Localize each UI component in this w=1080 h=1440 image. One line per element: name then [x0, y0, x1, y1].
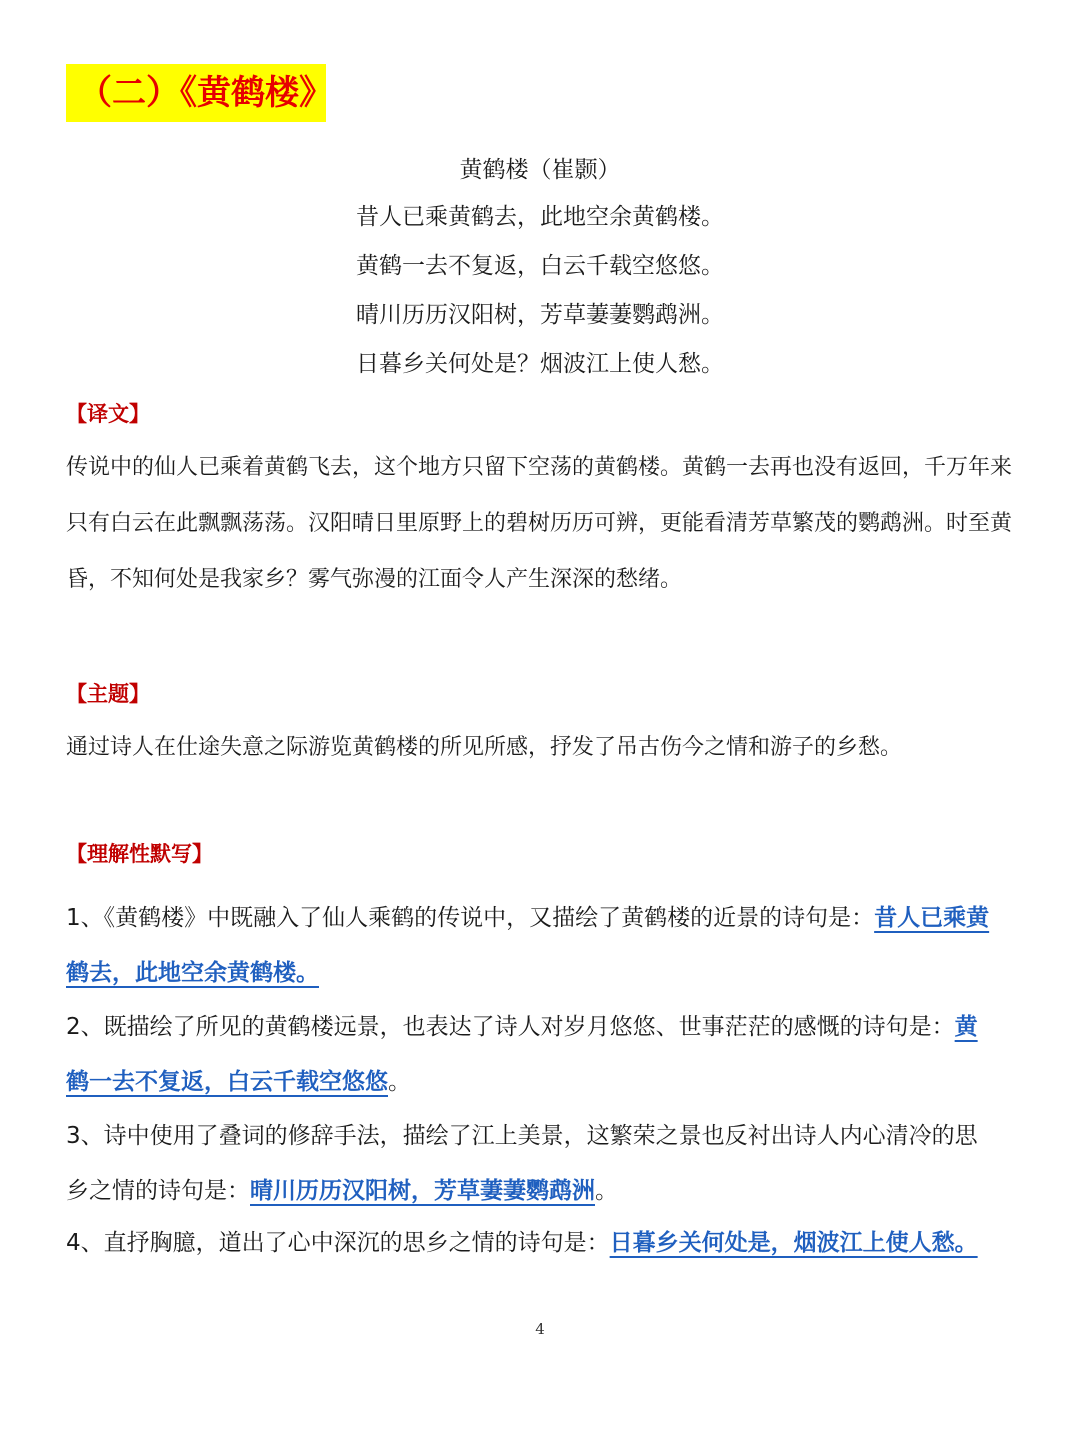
- poem-block: [0, 146, 1080, 386]
- poem-title: 黄鹤楼（崔颢）: [459, 157, 621, 183]
- page-number: 4: [535, 1320, 545, 1338]
- dictation-question: 3、诗中使用了叠词的修辞手法，描绘了江上美景，这繁荣之景也反衬出诗人内心清冷的思乡之情的诗句是：: [66, 1123, 978, 1204]
- dictation-question: 2、既描绘了所见的黄鹤楼远景，也表达了诗人对岁月悠悠、世事茫茫的感慨的诗句是：: [66, 1014, 955, 1040]
- dictation-question: 4、直抒胸臆，道出了心中深沉的思乡之情的诗句是：: [66, 1230, 610, 1256]
- dictation-answer: 黄鹤一去不复返，白云千载空悠悠: [66, 1014, 978, 1095]
- dictation-item: [66, 1000, 996, 1110]
- section-heading: （二）《黄鹤楼》: [66, 64, 326, 122]
- poem-line: 昔人已乘黄鹤去，此地空余黄鹤楼。: [356, 204, 724, 230]
- dictation-suffix: 。: [388, 1069, 411, 1095]
- poem-line: 晴川历历汉阳树，芳草萋萋鹦鹉洲。: [356, 302, 724, 328]
- translation-label: 【译文】: [66, 402, 150, 426]
- dictation-item: [66, 891, 996, 1001]
- poem-lines: [0, 193, 1080, 389]
- dictation-answer: 日暮乡关何处是，烟波江上使人愁。: [609, 1230, 978, 1256]
- dictation-item: [66, 1109, 996, 1219]
- poem-line: 日暮乡关何处是？烟波江上使人愁。: [356, 351, 724, 377]
- dictation-question: 1、《黄鹤楼》中既融入了仙人乘鹤的传说中，又描绘了黄鹤楼的近景的诗句是：: [66, 905, 875, 931]
- translation-text: 传说中的仙人已乘着黄鹤飞去，这个地方只留下空荡的黄鹤楼。黄鹤一去再也没有返回，千万年来只有白云在此飘飘荡荡。汉阳晴日里原野上的碧树历历可辨，更能看清芳草繁茂的鹦鹉洲。时至黄昏，不知何处是我家乡？雾气弥漫的江面令人产生深深的愁绪。: [66, 455, 1013, 592]
- dictation-answer: 昔人已乘黄鹤去，此地空余黄鹤楼。: [66, 905, 990, 986]
- dictation-item: [66, 1216, 996, 1271]
- theme-label: 【主题】: [66, 682, 150, 706]
- dictation-label: 【理解性默写】: [66, 842, 213, 866]
- theme-text: 通过诗人在仕途失意之际游览黄鹤楼的所见所感，抒发了吊古伤今之情和游子的乡愁。: [66, 735, 903, 760]
- poem-line: 黄鹤一去不复返，白云千载空悠悠。: [356, 253, 724, 279]
- dictation-suffix: 。: [595, 1178, 618, 1204]
- dictation-answer: 晴川历历汉阳树，芳草萋萋鹦鹉洲: [250, 1178, 595, 1204]
